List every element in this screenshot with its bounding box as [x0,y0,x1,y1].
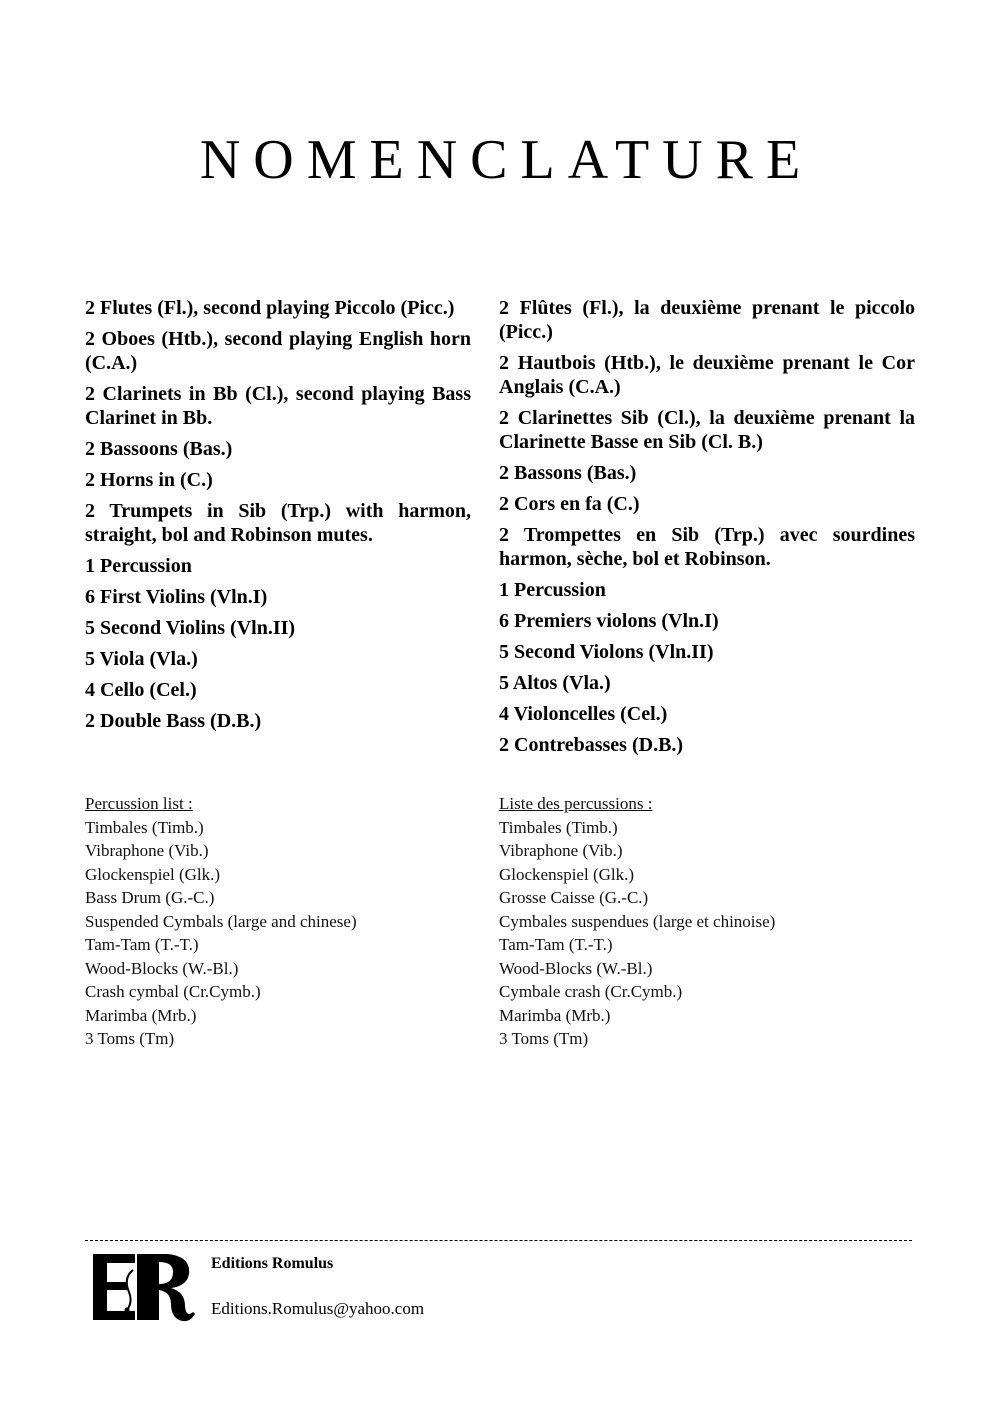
percussion-item: Vibraphone (Vib.) [499,841,623,860]
percussion-item: Wood-Blocks (W.-Bl.) [499,958,653,978]
percussion-item: Glockenspiel (Glk.) [499,864,635,884]
instrument-item: 2 Clarinets in Bb (Cl.), second playing Bass Clarinet in Bb. [85,383,471,429]
percussion-item: Timbales (Timb.) [499,817,618,837]
instrument-item: 2 Trompettes en Sib (Trp.) avec sourdines harmon, sèche, bol et Robinson. [499,524,915,570]
percussion-heading: Liste des percussions : [499,794,653,813]
percussion-item: Tam-Tam (T.-T.) [499,935,613,954]
percussion-item: Cymbales suspendues (large et chinoise) [499,911,776,931]
instrument-item: 2 Flutes (Fl.), second playing Piccolo (Picc.) [85,297,455,319]
instrument-item: 2 Hautbois (Htb.), le deuxième prenant le Cor Anglais (C.A.) [499,352,915,398]
percussion-item: Cymbale crash (Cr.Cymb.) [499,982,683,1001]
percussion-item: Suspended Cymbals (large and chinese) [85,911,357,931]
instrument-item: 2 Bassons (Bas.) [499,462,637,484]
percussion-item: Glockenspiel (Glk.) [85,864,221,884]
instrument-item: 5 Viola (Vla.) [85,648,198,670]
percussion-item: Wood-Blocks (W.-Bl.) [85,958,239,978]
instrument-item: 6 First Violins (Vln.I) [85,586,268,608]
instrument-item: 1 Percussion [499,579,606,601]
instrument-list-french [499,296,915,764]
percussion-item: 3 Toms (Tm) [499,1029,589,1048]
percussion-list-english [85,792,357,1051]
percussion-list-french [499,792,775,1051]
percussion-item: Vibraphone (Vib.) [85,841,209,860]
instrument-item: 6 Premiers violons (Vln.I) [499,610,719,632]
percussion-item: Tam-Tam (T.-T.) [85,935,199,954]
instrument-item: 2 Contrebasses (D.B.) [499,734,684,756]
instrument-item: 2 Oboes (Htb.), second playing English horn (C.A.) [85,328,471,374]
instrument-item: 1 Percussion [85,555,192,577]
publisher-email: Editions.Romulus@yahoo.com [211,1299,425,1318]
instrument-item: 2 Double Bass (D.B.) [85,710,262,732]
instrument-item: 2 Bassoons (Bas.) [85,438,233,460]
instrument-item: 2 Trumpets in Sib (Trp.) with harmon, straight, bol and Robinson mutes. [85,500,471,546]
instrument-item: 5 Second Violins (Vln.II) [85,617,296,639]
instrument-item: 2 Clarinettes Sib (Cl.), la deuxième prenant la Clarinette Basse en Sib (Cl. B.) [499,407,915,453]
percussion-item: 3 Toms (Tm) [85,1029,175,1048]
percussion-item: Bass Drum (G.-C.) [85,888,215,907]
percussion-item: Marimba (Mrb.) [85,1005,197,1025]
instrument-item: 2 Flûtes (Fl.), la deuxième prenant le piccolo (Picc.) [499,297,915,343]
instrument-item: 5 Altos (Vla.) [499,672,611,694]
page-title: NOMENCLATURE [199,129,814,191]
percussion-item: Timbales (Timb.) [85,817,204,837]
percussion-item: Marimba (Mrb.) [499,1005,611,1025]
footer-divider [85,1240,912,1241]
instrument-item: 5 Second Violons (Vln.II) [499,641,714,663]
instrument-item: 4 Violoncelles (Cel.) [499,703,668,725]
percussion-heading: Percussion list : [85,794,193,813]
instrument-item: 2 Cors en fa (C.) [499,493,640,515]
publisher-name: Editions Romulus [211,1255,334,1272]
instrument-item: 2 Horns in (C.) [85,469,213,491]
percussion-item: Crash cymbal (Cr.Cymb.) [85,982,261,1001]
editions-romulus-logo [93,1252,197,1322]
instrument-list-english [85,296,471,740]
percussion-item: Grosse Caisse (G.-C.) [499,888,649,907]
instrument-item: 4 Cello (Cel.) [85,679,197,701]
